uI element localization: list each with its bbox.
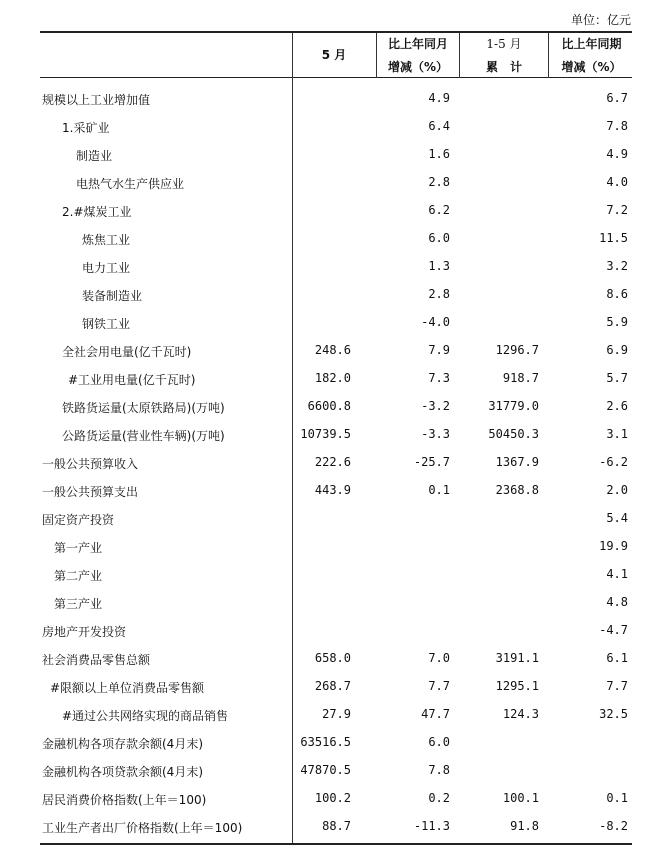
row-label: 电热气水生产供应业	[76, 177, 185, 191]
row-label: 装备制造业	[82, 289, 143, 303]
month-value: 10739.5	[300, 427, 351, 441]
cum-yoy-value: -4.7	[599, 623, 628, 637]
row-label: 工业生产者出厂价格指数(上年＝100)	[42, 821, 243, 835]
yoy-value: 6.0	[428, 231, 450, 245]
yoy-value: 7.0	[428, 651, 450, 665]
cum-yoy-value: 3.1	[606, 427, 628, 441]
yoy-value: 2.8	[428, 287, 450, 301]
row-label: 金融机构各项贷款余额(4月末)	[42, 765, 203, 779]
month-value: 88.7	[322, 819, 351, 833]
table-row	[0, 112, 666, 140]
row-label: 一般公共预算收入	[42, 457, 139, 471]
cum-value: 91.8	[510, 819, 539, 833]
row-label: 2.#煤炭工业	[62, 205, 132, 219]
table-row	[0, 504, 666, 532]
yoy-value: -11.3	[413, 819, 450, 833]
cum-yoy-value: 8.6	[606, 287, 628, 301]
cum-yoy-value: -8.2	[599, 819, 628, 833]
table-row	[0, 812, 666, 840]
table-row	[0, 756, 666, 784]
cum-yoy-value: 6.7	[606, 91, 628, 105]
table-row	[0, 588, 666, 616]
row-label: 制造业	[76, 149, 113, 163]
table-row	[0, 84, 666, 112]
yoy-value: -4.0	[421, 315, 450, 329]
row-label: #限额以上单位消费品零售额	[50, 681, 205, 695]
cum-value: 1295.1	[495, 679, 539, 693]
row-label: 一般公共预算支出	[42, 485, 139, 499]
yoy-value: 47.7	[421, 707, 450, 721]
table-bottom-rule	[40, 843, 632, 845]
row-label: 规模以上工业增加值	[42, 93, 151, 107]
month-value: 47870.5	[300, 763, 351, 777]
row-label: 铁路货运量(太原铁路局)(万吨)	[62, 401, 225, 415]
header-yoy-line1: 比上年同月	[387, 37, 448, 51]
table-row	[0, 616, 666, 644]
cum-yoy-value: 4.8	[606, 595, 628, 609]
month-value: 248.6	[314, 343, 351, 357]
cum-yoy-value: 6.1	[606, 651, 628, 665]
yoy-value: 0.1	[428, 483, 450, 497]
cum-value: 1296.7	[495, 343, 539, 357]
row-label: #通过公共网络实现的商品销售	[62, 709, 229, 723]
table-row	[0, 532, 666, 560]
table-row	[0, 252, 666, 280]
row-label: 居民消费价格指数(上年＝100)	[42, 793, 207, 807]
yoy-value: 7.7	[428, 679, 450, 693]
yoy-value: 7.9	[428, 343, 450, 357]
table-row	[0, 700, 666, 728]
cum-value: 100.1	[502, 791, 539, 805]
yoy-value: 1.6	[428, 147, 450, 161]
cum-yoy-value: 7.2	[606, 203, 628, 217]
month-value: 100.2	[314, 791, 351, 805]
table-row	[0, 784, 666, 812]
row-label: 第一产业	[54, 541, 103, 555]
cum-yoy-value: 4.0	[606, 175, 628, 189]
cum-yoy-value: 4.9	[606, 147, 628, 161]
table-row	[0, 336, 666, 364]
table-row	[0, 280, 666, 308]
yoy-value: 7.3	[428, 371, 450, 385]
table-row	[0, 560, 666, 588]
row-label: 社会消费品零售总额	[42, 653, 151, 667]
month-value: 268.7	[314, 679, 351, 693]
header-cum-line2: 累 计	[485, 60, 522, 74]
header-cumyoy-line2: 增减（%）	[561, 60, 622, 74]
yoy-value: -3.3	[421, 427, 450, 441]
row-label: 电力工业	[82, 261, 131, 275]
table-row	[0, 672, 666, 700]
cum-yoy-value: 32.5	[599, 707, 628, 721]
cum-yoy-value: 4.1	[606, 567, 628, 581]
cum-yoy-value: 5.7	[606, 371, 628, 385]
table-row	[0, 224, 666, 252]
cum-yoy-value: 3.2	[606, 259, 628, 273]
cum-yoy-value: 19.9	[599, 539, 628, 553]
month-value: 443.9	[314, 483, 351, 497]
yoy-value: 6.2	[428, 203, 450, 217]
row-label: 全社会用电量(亿千瓦时)	[62, 345, 192, 359]
row-label: #工业用电量(亿千瓦时)	[68, 373, 196, 387]
row-label: 炼焦工业	[82, 233, 131, 247]
yoy-value: 2.8	[428, 175, 450, 189]
row-label: 金融机构各项存款余额(4月末)	[42, 737, 203, 751]
table-row	[0, 392, 666, 420]
table-row	[0, 140, 666, 168]
row-label: 第二产业	[54, 569, 103, 583]
month-value: 222.6	[314, 455, 351, 469]
cum-yoy-value: 2.6	[606, 399, 628, 413]
table-row	[0, 364, 666, 392]
cum-yoy-value: 11.5	[599, 231, 628, 245]
month-value: 63516.5	[300, 735, 351, 749]
row-label: 公路货运量(营业性车辆)(万吨)	[62, 429, 225, 443]
table-row	[0, 476, 666, 504]
table-row	[0, 728, 666, 756]
yoy-value: 6.4	[428, 119, 450, 133]
cum-yoy-value: 7.7	[606, 679, 628, 693]
yoy-value: 7.8	[428, 763, 450, 777]
header-cum-line1: 1-5 月	[486, 37, 522, 51]
yoy-value: 4.9	[428, 91, 450, 105]
row-label: 1.采矿业	[62, 121, 110, 135]
cum-yoy-value: 5.9	[606, 315, 628, 329]
cum-value: 918.7	[502, 371, 539, 385]
table-row	[0, 420, 666, 448]
cum-yoy-value: 7.8	[606, 119, 628, 133]
row-label: 第三产业	[54, 597, 103, 611]
yoy-value: -3.2	[421, 399, 450, 413]
cum-yoy-value: 0.1	[606, 791, 628, 805]
month-value: 6600.8	[307, 399, 351, 413]
header-cumyoy-line1: 比上年同期	[561, 37, 622, 51]
cum-yoy-value: 2.0	[606, 483, 628, 497]
unit-label: 单位：亿元	[570, 13, 631, 27]
cum-value: 2368.8	[495, 483, 539, 497]
table-row	[0, 308, 666, 336]
yoy-value: 0.2	[428, 791, 450, 805]
header-month: 5 月	[321, 48, 347, 62]
table-row	[0, 168, 666, 196]
row-label: 房地产开发投资	[42, 625, 127, 639]
cum-value: 124.3	[502, 707, 539, 721]
cum-yoy-value: -6.2	[599, 455, 628, 469]
row-label: 钢铁工业	[82, 317, 131, 331]
cum-yoy-value: 6.9	[606, 343, 628, 357]
cum-value: 3191.1	[495, 651, 539, 665]
cum-value: 50450.3	[488, 427, 539, 441]
row-label: 固定资产投资	[42, 513, 115, 527]
month-value: 27.9	[322, 707, 351, 721]
cum-value: 31779.0	[488, 399, 539, 413]
yoy-value: 1.3	[428, 259, 450, 273]
month-value: 658.0	[314, 651, 351, 665]
cum-yoy-value: 5.4	[606, 511, 628, 525]
table-row	[0, 644, 666, 672]
table-row	[0, 196, 666, 224]
yoy-value: -25.7	[413, 455, 450, 469]
cum-value: 1367.9	[495, 455, 539, 469]
header-yoy-line2: 增减（%）	[387, 60, 449, 74]
yoy-value: 6.0	[428, 735, 450, 749]
month-value: 182.0	[314, 371, 351, 385]
table-row	[0, 448, 666, 476]
